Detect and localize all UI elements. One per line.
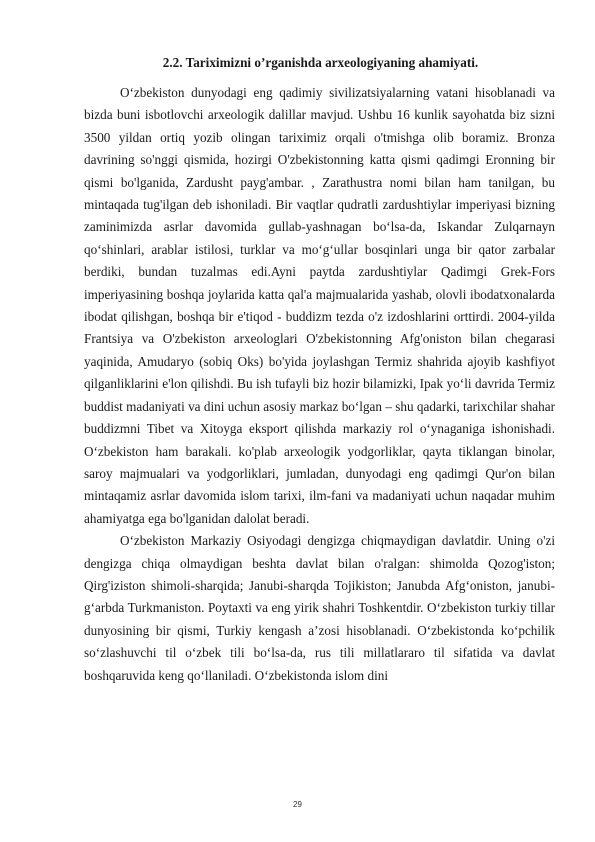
document-page [84, 52, 555, 687]
paragraph-history: O‘zbekiston dunyodagi eng qadimiy sivilizatsiyalarning vatani hisoblanadi va bizda buni isbotlovchi arxeologik dalillar mavjud. Ushbu 16 kunlik sayohatda biz sizni 3500 yildan ortiq yozib olingan tariximiz orqali o'tmishga olib boramiz. Bronza davrining so'nggi qismida, hozirgi O'zbekistonning katta qismi qadimgi Eronning bir qismi bo'lganida, Zardusht payg'ambar. , Zarathustra nomi bilan ham tanilgan, bu mintaqada tug'ilgan deb ishoniladi. Bir vaqtlar qudratli zardushtiylar imperiyasi bizning zaminimizda asrlar davomida gullab-yashnagan bo‘lsa-da, Iskandar Zulqarnayn qo‘shinlari, arablar istilosi, turklar va mo‘g‘ullar bosqinlari unga bir qator zarbalar berdiki, bundan tuzalmas edi.Ayni paytda zardushtiylar Qadimgi Grek-Fors imperiyasining boshqa joylarida katta qal'a majmualarida yashab, olovli ibodatxonalarda ibodat qilishgan, boshqa bir e'tiqod - buddizm tezda o'z izdoshlarini orttirdi. 2004-yilda Frantsiya va O'zbekiston arxeologlari O'zbekistonning Afg'oniston bilan chegarasi yaqinida, Amudaryo (sobiq Oks) bo'yida joylashgan Termiz shahrida ajoyib kashfiyot qilganliklarini e'lon qilishdi. Bu ish tufayli biz hozir bilamizki, Ipak yo‘li davrida Termiz buddist madaniyati va dini uchun asosiy markaz bo‘lgan – shu qadarki, tarixchilar shahar buddizmni Tibet va Xitoyga eksport qilishda markaziy rol o‘ynaganiga ishonishadi. O‘zbekiston ham barakali. ko'plab arxeologik yodgorliklar, qayta tiklangan binolar, saroy majmualari va yodgorliklari, jumladan, dunyodagi eng qadimgi Qur'on bilan mintaqamiz asrlar davomida islom tarixi, ilm-fani va madaniyati uchun naqadar muhim ahamiyatga ega bo'lganidan dalolat beradi. [84, 85, 555, 526]
page-number: 29 [293, 800, 302, 809]
paragraph-geography: O‘zbekiston Markaziy Osiyodagi dengizga chiqmaydigan davlatdir. Uning o'zi dengizga chiqa olmaydigan beshta davlat bilan o'ralgan: shimolda Qozog'iston; Qirg'iziston shimoli-sharqida; Janubi-sharqda Tojikiston; Janubda Afg‘oniston, janubi-g‘arbda Turkmaniston. Poytaxti va eng yirik shahri Toshkentdir. O‘zbekiston turkiy tillar dunyosining bir qismi, Turkiy kengash a’zosi hisoblanadi. O‘zbekistonda ko‘pchilik so‘zlashuvchi til o‘zbek tili bo‘lsa-da, rus tili millatlararo til sifatida va davlat boshqaruvida keng qo‘llaniladi. O‘zbekistonda islom dini [84, 533, 555, 683]
section-heading: 2.2. Tariximizni o’rganishda arxeologiyaning ahamiyati. [162, 55, 479, 70]
